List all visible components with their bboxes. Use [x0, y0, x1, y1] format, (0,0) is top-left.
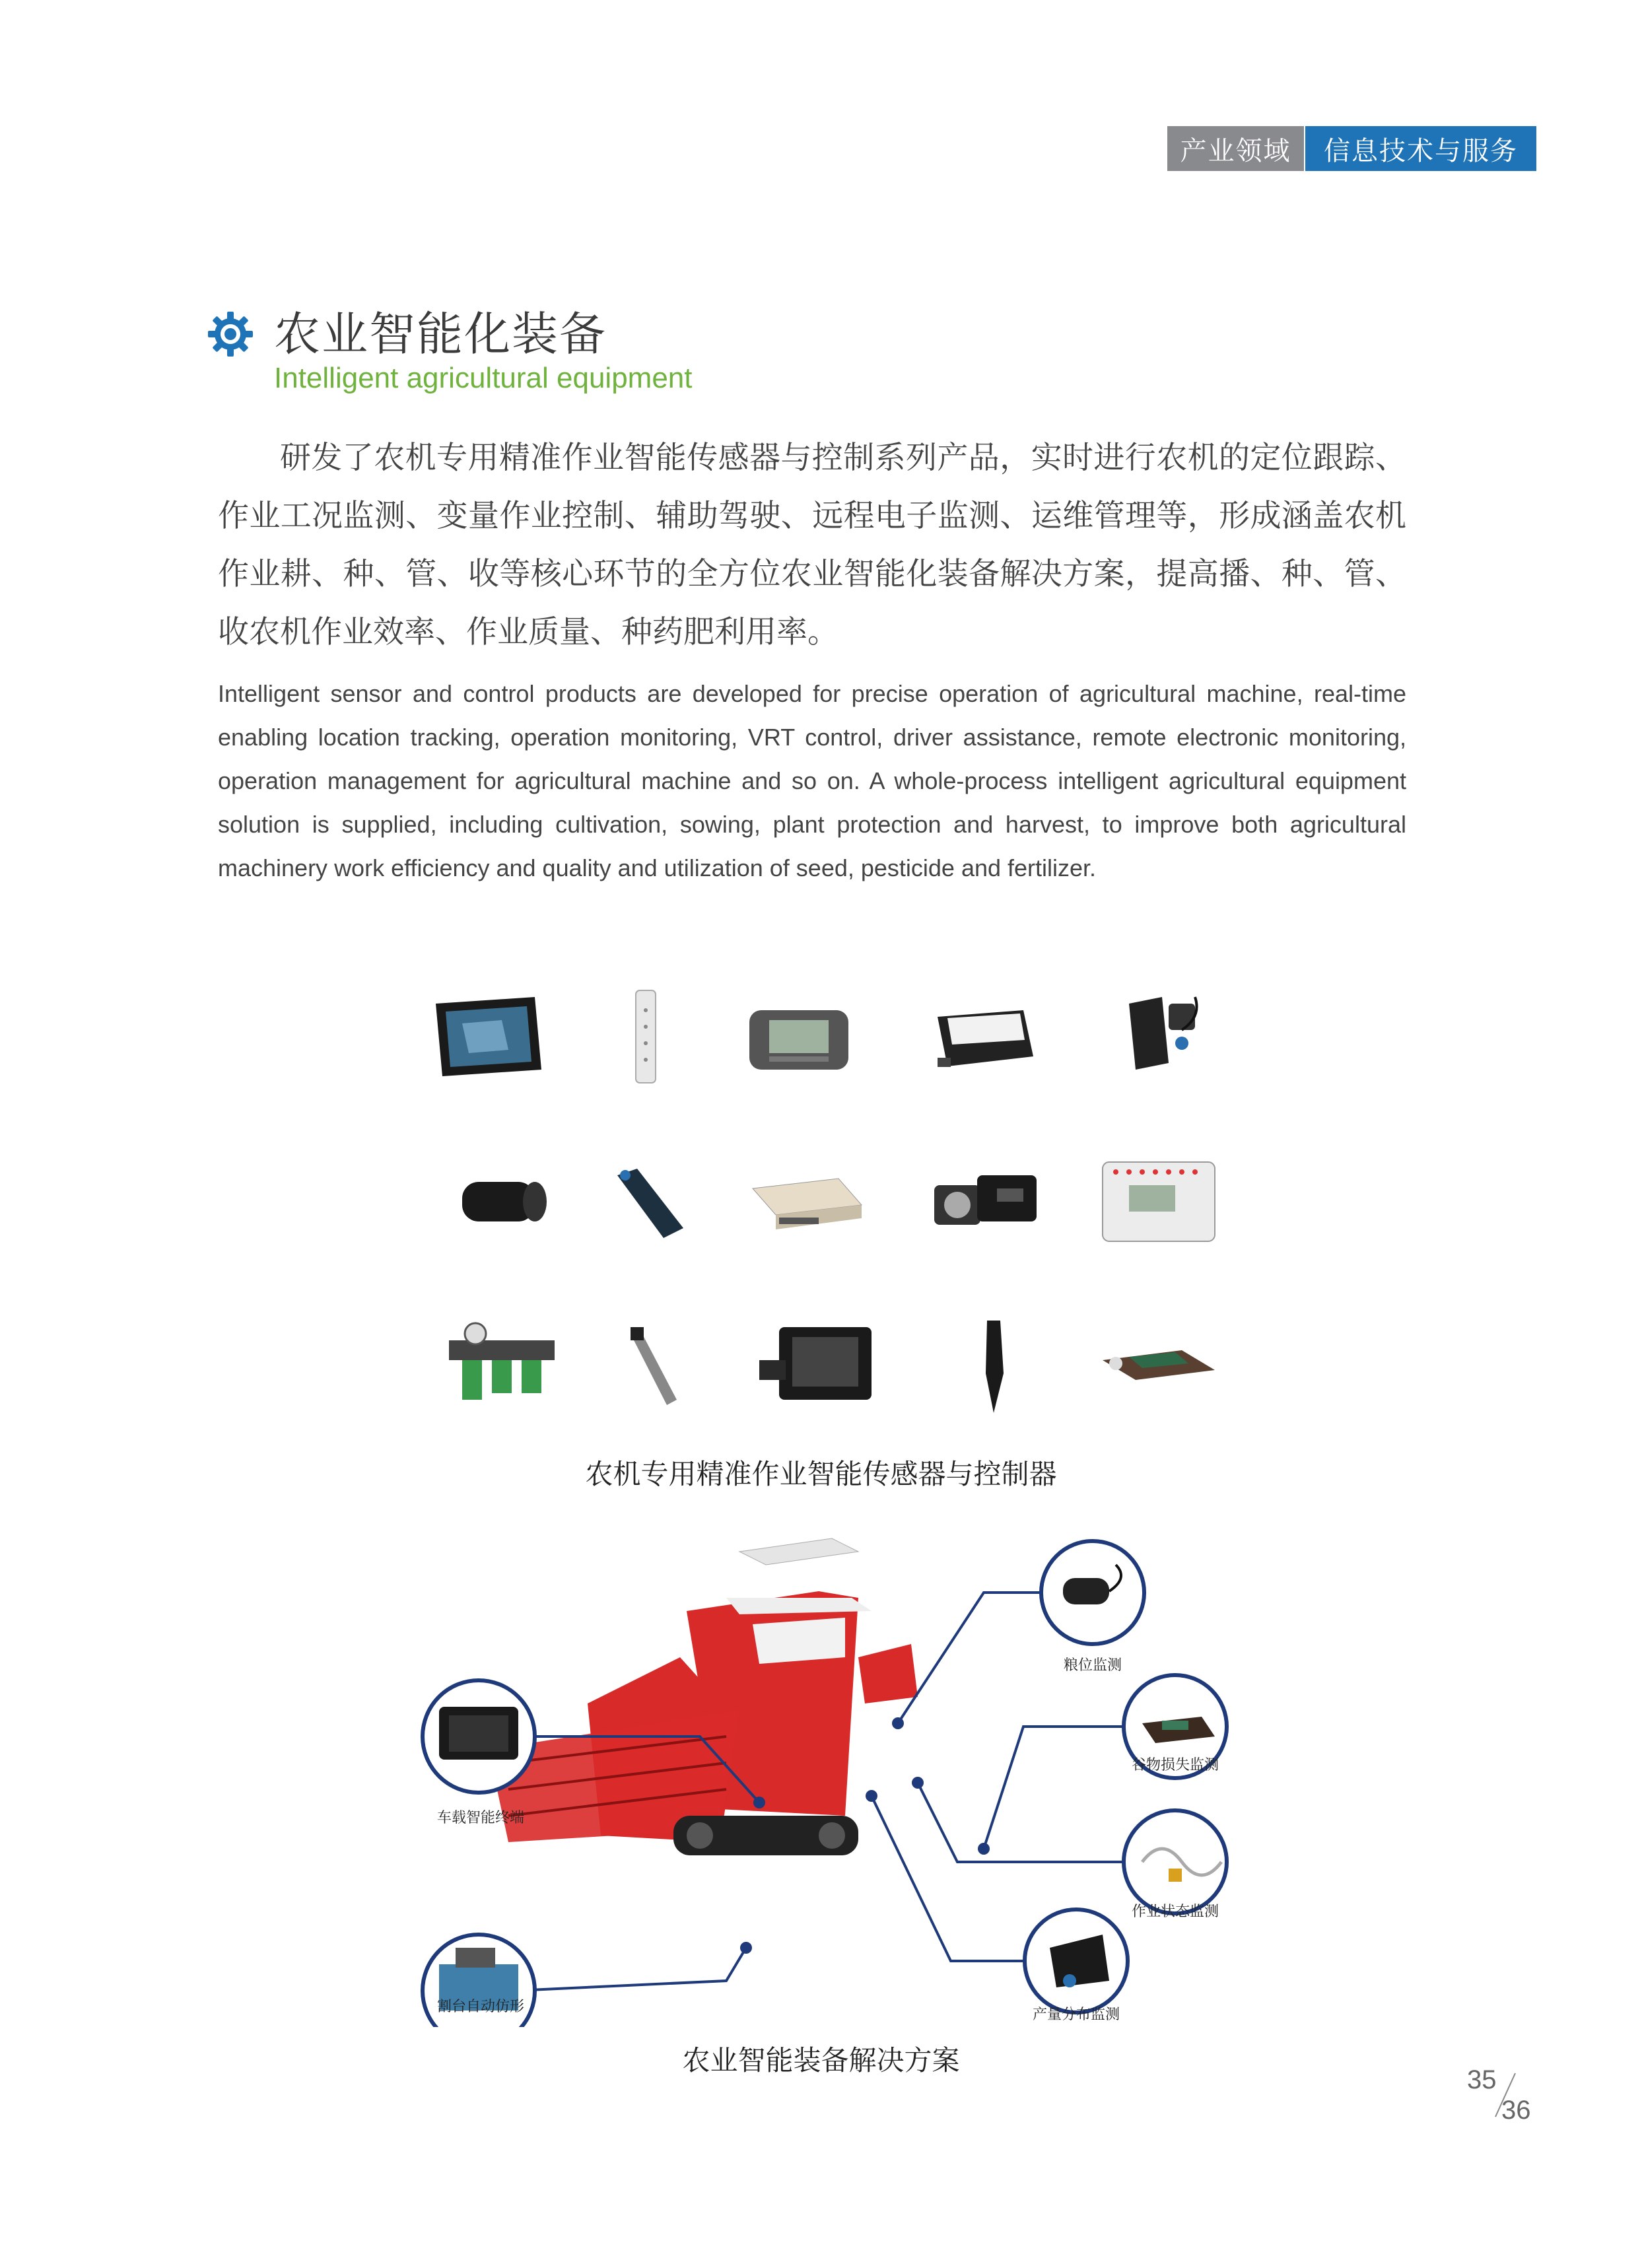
- product-motor-unit: [918, 1149, 1050, 1254]
- section-title: 农业智能化装备: [274, 307, 607, 361]
- category-tag: 产业领域: [1167, 126, 1304, 171]
- product-antenna-strip: [578, 984, 710, 1089]
- label-work-status: 作业状态监测: [1131, 1904, 1219, 1920]
- harvester-illustration: [489, 1538, 918, 1855]
- product-pedal-sensor: [1089, 984, 1221, 1089]
- product-spray-valve-manifold: [436, 1314, 568, 1420]
- product-circuit-board: [1089, 1314, 1221, 1420]
- label-terminal: 车载智能终端: [436, 1810, 524, 1826]
- figure-caption-sensors: 农机专用精准作业智能传感器与控制器: [585, 1458, 1057, 1490]
- label-yield-map: 产量分布监测: [1032, 2007, 1120, 2023]
- terminal-icon: [439, 1707, 518, 1760]
- page-total: 36: [1501, 2096, 1531, 2125]
- figure-caption-solution: 农业智能装备解决方案: [682, 2044, 960, 2077]
- product-tablet-terminal: [423, 984, 555, 1089]
- section-subtitle: Intelligent agricultural equipment: [274, 362, 693, 394]
- subcategory-tag: 信息技术与服务: [1305, 126, 1536, 171]
- product-control-panel: [1089, 1149, 1221, 1254]
- harvester-solution-diagram: [409, 1525, 1268, 2027]
- product-pressure-sensor: [584, 1314, 716, 1420]
- page-number: [1467, 2065, 1546, 2131]
- label-grain-loss: 谷物损失监测: [1131, 1757, 1219, 1773]
- label-header-control: 割台自动仿形: [436, 1999, 524, 2015]
- product-control-box: [918, 984, 1050, 1089]
- body-text-english: Intelligent sensor and control products are developed for precise operation of agricultural machine, real-time enabling location tracking, operation monitoring, VRT control, driver assistance, remote electronic monitoring, operation management for agricultural machine and so on. A whole-process intelligent agricultural equipment solution is supplied, including cultivation, sowing, plant protection and harvest, to improve both agricultural machinery work efficiency and quality and utilization of seed, pesticide and fertilizer.: [218, 680, 1406, 881]
- product-cylinder-sensor: [436, 1149, 568, 1254]
- body-text-chinese: 研发了农机专用精准作业智能传感器与控制系列产品，实时进行农机的定位跟踪、作业工况监测、变量作业控制、辅助驾驶、远程电子监测、运维管理等，形成涵盖农机作业耕、种、管、收等核心环节的全方位农业智能化装备解决方案，提高播、种、管、收农机作业效率、作业质量、种药肥利用率。: [218, 440, 1406, 650]
- page-current: 35: [1467, 2065, 1497, 2094]
- product-knife-sensor: [928, 1314, 1060, 1420]
- label-grain-level: 粮位监测: [1063, 1657, 1122, 1674]
- gear-icon: [207, 310, 254, 358]
- product-probe-sensor: [584, 1149, 716, 1254]
- product-display-unit: [733, 984, 865, 1089]
- product-controller-case: [739, 1149, 872, 1254]
- product-monitor-screen: [753, 1314, 885, 1420]
